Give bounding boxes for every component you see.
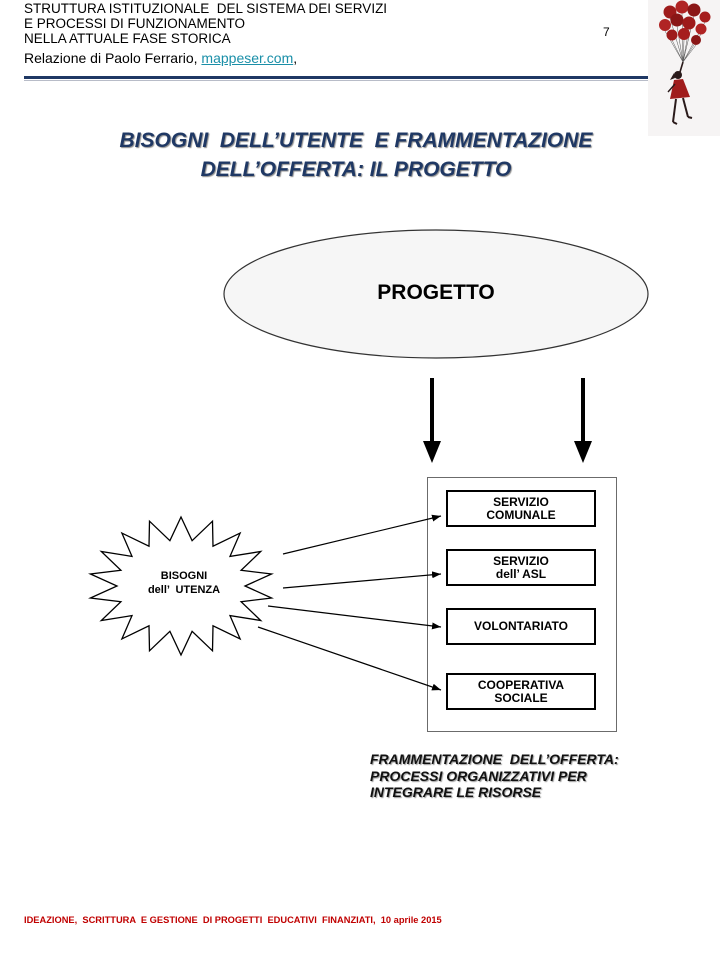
service-label-line: SERVIZIO	[493, 553, 549, 568]
arrow-down-left	[423, 378, 441, 463]
service-label-line: SERVIZIO	[493, 494, 549, 509]
needs-label	[120, 569, 248, 597]
service-label-line: COMUNALE	[486, 507, 556, 522]
project-label: PROGETTO	[377, 281, 495, 304]
service-box-comunale	[446, 490, 596, 527]
service-label-line: dell’ ASL	[495, 566, 547, 581]
author-prefix: Relazione di Paolo Ferrario,	[24, 50, 202, 66]
service-label-line: COOPERATIVA	[477, 677, 565, 692]
diagram-caption	[370, 751, 619, 801]
slide-title-line: BISOGNI DELL’UTENTE E FRAMMENTAZIONE	[119, 129, 593, 152]
service-box-cooperativa	[446, 673, 596, 710]
arrow-down-right	[574, 378, 592, 463]
needs-label-line: dell’ UTENZA	[147, 584, 221, 596]
arrow-needs-to-cooperativa	[258, 627, 441, 690]
page-number: 7	[603, 25, 610, 39]
arrow-needs-to-volontariato	[268, 606, 441, 627]
caption-line: INTEGRARE LE RISORSE	[370, 784, 542, 800]
slide-title-line: DELL’OFFERTA: IL PROGETTO	[200, 158, 512, 181]
service-box-asl	[446, 549, 596, 586]
service-box-volontariato	[446, 608, 596, 645]
header-line: NELLA ATTUALE FASE STORICA	[24, 31, 231, 46]
needs-label-line: BISOGNI	[160, 570, 208, 582]
caption-line: FRAMMENTAZIONE DELL’OFFERTA:	[370, 751, 619, 767]
service-label-line: SOCIALE	[494, 690, 548, 705]
slide-footer: IDEAZIONE, SCRITTURA E GESTIONE DI PROGETTI EDUCATIVI FINANZIATI, 10 aprile 2015	[24, 915, 442, 925]
header-line: STRUTTURA ISTITUZIONALE DEL SISTEMA DEI SERVIZI	[24, 1, 388, 16]
mappeser-link[interactable]: mappeser.com	[201, 50, 294, 66]
header-line: E PROCESSI DI FUNZIONAMENTO	[24, 16, 246, 31]
service-label-line: VOLONTARIATO	[474, 619, 568, 633]
author-suffix: ,	[293, 50, 298, 66]
arrow-needs-to-comunale	[283, 516, 441, 554]
arrow-needs-to-asl	[283, 574, 441, 588]
caption-line: PROCESSI ORGANIZZATIVI PER	[370, 767, 587, 784]
